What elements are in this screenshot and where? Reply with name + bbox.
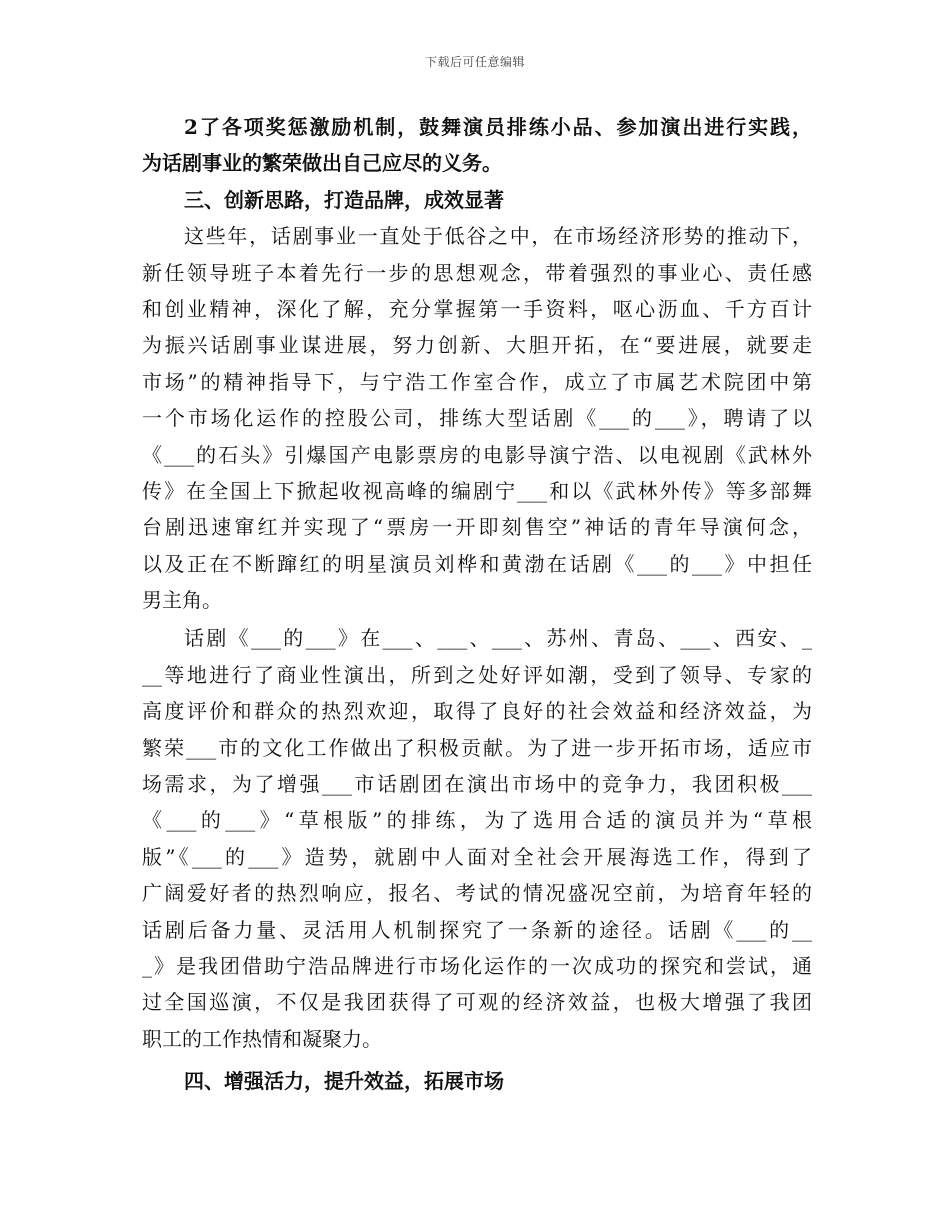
- paragraph-line: 台剧迅速窜红并实现了“票房一开即刻售空”神话的青年导演何念，: [142, 515, 812, 540]
- paragraph-line: 繁荣___市的文化工作做出了积极贡献。为了进一步开拓市场，适应市: [142, 735, 812, 760]
- paragraph-line: 一个市场化运作的控股公司，排练大型话剧《___的___》，聘请了以: [142, 406, 812, 431]
- paragraph-line: 话剧后备力量、灵活用人机制探究了一条新的途径。话剧《___的__: [142, 917, 812, 942]
- paragraph-line: 市场”的精神指导下，与宁浩工作室合作，成立了市属艺术院团中第: [142, 369, 812, 394]
- section-4-heading: 四、增强活力，提升效益，拓展市场: [184, 1069, 504, 1094]
- paragraph-line: __等地进行了商业性演出，所到之处好评如潮，受到了领导、专家的: [142, 662, 812, 687]
- paragraph-line: 和创业精神，深化了解，充分掌握第一手资料，呕心沥血、千方百计: [142, 296, 812, 321]
- paragraph-line: 这些年，话剧事业一直处于低谷之中，在市场经济形势的推动下，: [184, 224, 812, 249]
- paragraph-line: 传》在全国上下掀起收视高峰的编剧宁___和以《武林外传》等多部舞: [142, 478, 812, 503]
- document-body: [142, 109, 812, 1100]
- paragraph-line: _》是我团借助宁浩品牌进行市场化运作的一次成功的探究和尝试，通: [142, 953, 812, 978]
- section-3-paragraph-2: [142, 620, 812, 1057]
- paragraph-line: 《___的___》“草根版”的排练，为了选用合适的演员并为“草根: [142, 808, 812, 833]
- paragraph-line: 广阔爱好者的热烈响应，报名、考试的情况盛况空前，为培育年轻的: [142, 881, 812, 906]
- section-3-paragraph-1: [142, 218, 812, 618]
- paragraph-line: 版”《___的___》造势，就剧中人面对全社会开展海选工作，得到了: [142, 844, 812, 869]
- section-3-heading: 三、创新思路，打造品牌，成效显著: [184, 187, 504, 212]
- paragraph-line: 为振兴话剧事业谋进展，努力创新、大胆开拓，在“要进展，就要走: [142, 333, 812, 358]
- paragraph-line: 以及正在不断蹿红的明星演员刘桦和黄渤在话剧《___的___》中担任: [142, 551, 812, 576]
- paragraph-line: 职工的工作热情和凝聚力。: [142, 1026, 382, 1051]
- paragraph-line: 男主角。: [142, 588, 222, 613]
- paragraph-line: 高度评价和群众的热烈欢迎，取得了良好的社会效益和经济效益，为: [142, 699, 812, 724]
- continuation-line: 2了各项奖惩激励机制，鼓舞演员排练小品、参加演出进行实践，: [184, 115, 812, 139]
- paragraph-line: 场需求，为了增强___市话剧团在演出市场中的竞争力，我团积极___: [142, 772, 812, 797]
- continuation-line: 为话剧事业的繁荣做出自己应尽的义务。: [142, 151, 502, 176]
- paragraph-line: 新任领导班子本着先行一步的思想观念，带着强烈的事业心、责任感: [142, 260, 812, 285]
- paragraph-line: 话剧《___的___》在___、___、___、苏州、青岛、___、西安、_: [184, 626, 812, 651]
- paragraph-line: 《___的石头》引爆国产电影票房的电影导演宁浩、以电视剧《武林外: [142, 442, 812, 467]
- paragraph-line: 过全国巡演，不仅是我团获得了可观的经济效益，也极大增强了我团: [142, 990, 812, 1015]
- page-header-note: 下载后可任意编辑: [424, 55, 525, 69]
